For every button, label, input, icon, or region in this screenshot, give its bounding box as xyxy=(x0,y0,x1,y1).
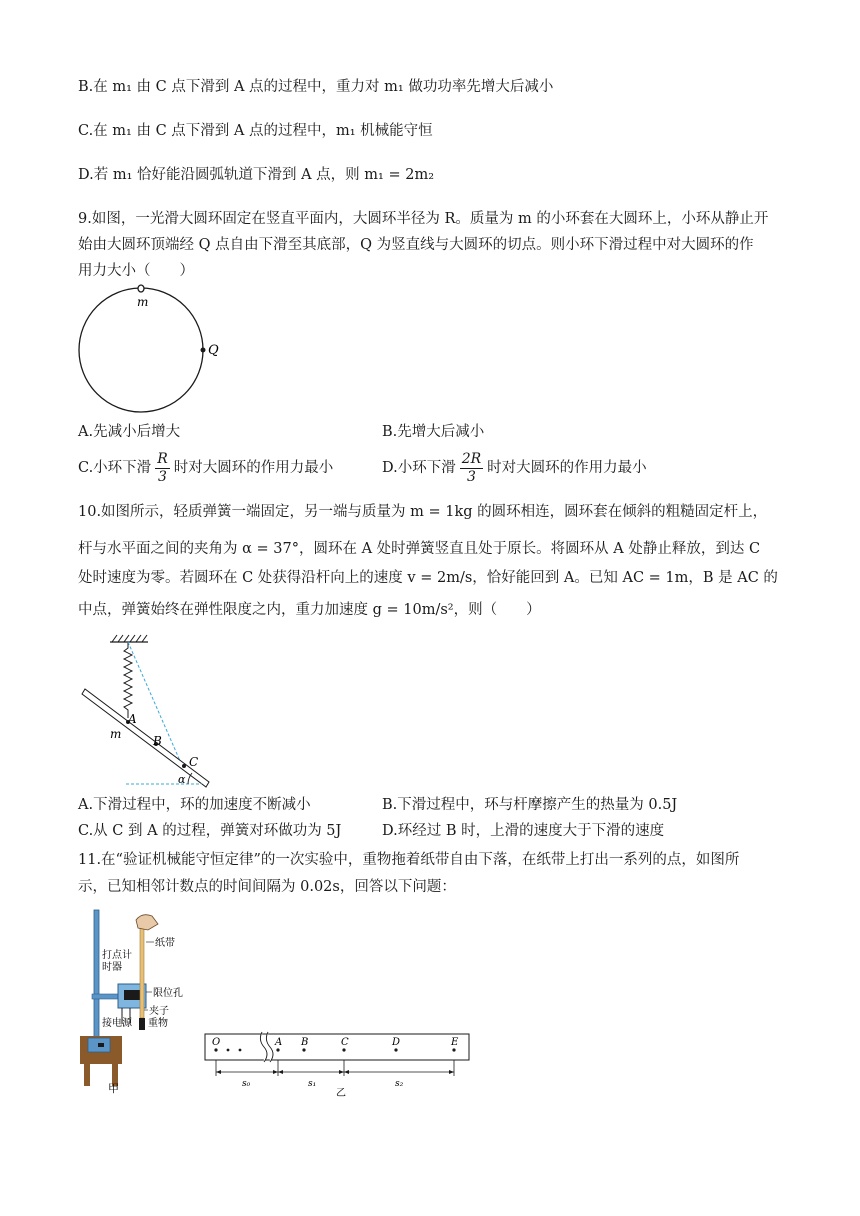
q9-option-d: D.小环下滑 $\frac{2R}{3}$ 时对大圆环的作用力最小 xyxy=(382,450,647,485)
spring xyxy=(124,642,132,718)
q9-option-a: A.先减小后增大 xyxy=(78,424,181,440)
q11-apparatus-figure xyxy=(78,906,198,1096)
q9-stem-line2: 始由大圆环顶端经 Q 点自由下滑至其底部，Q 为竖直线与大圆环的切点。则小环下滑过程中对大圆环的作 xyxy=(78,237,754,253)
label-a: A xyxy=(275,1037,283,1048)
label-e: E xyxy=(451,1037,459,1048)
q9-option-c: C.小环下滑 $\frac{R}{3}$ 时对大圆环的作用力最小 xyxy=(78,450,334,485)
dot-o xyxy=(214,1048,217,1051)
q10-option-c: C.从 C 到 A 的过程，弹簧对环做功为 5J xyxy=(78,823,342,839)
timer-coil xyxy=(124,990,140,1000)
label-weight: 重物 xyxy=(148,1018,168,1029)
clamp-arm xyxy=(92,994,120,999)
inclined-rod xyxy=(82,689,209,787)
label-b: B xyxy=(153,734,162,748)
q10-stem-line1: 10.如图所示，轻质弹簧一端固定，另一端与质量为 m = 1kg 的圆环相连，圆环套在倾斜的粗糙固定杆上， xyxy=(78,504,768,520)
q8-option-c: C.在 m₁ 由 C 点下滑到 A 点的过程中，m₁ 机械能守恒 xyxy=(78,123,433,139)
dot-c xyxy=(342,1048,345,1051)
q10-stem-line4: 中点，弹簧始终在弹性限度之内，重力加速度 g = 10m/s²，则（ ） xyxy=(78,602,541,618)
q11-stem-line1: 11.在“验证机械能守恒定律”的一次实验中，重物拖着纸带自由下落，在纸带上打出一系列的点，如图所 xyxy=(78,852,740,868)
q9-option-b: B.先增大后减小 xyxy=(382,424,485,440)
q10-spring-rod-figure xyxy=(76,632,216,792)
label-s2: s₂ xyxy=(395,1079,404,1089)
q9-stem-line3: 用力大小（ ） xyxy=(78,263,194,279)
q8-option-b: B.在 m₁ 由 C 点下滑到 A 点的过程中，重力对 m₁ 做功功率先增大后减小 xyxy=(78,79,554,95)
label-c: C xyxy=(189,755,199,769)
label-limit-hole: 限位孔 xyxy=(153,988,183,999)
dot-e xyxy=(452,1048,455,1051)
label-jia: 甲 xyxy=(108,1082,119,1095)
q11-tape-figure xyxy=(202,1028,474,1098)
q11-stem-line2: 示，已知相邻计数点的时间间隔为 0.02s，回答以下问题： xyxy=(78,879,456,895)
q10-option-d: D.环经过 B 时，上滑的速度大于下滑的速度 xyxy=(382,823,665,839)
hand xyxy=(136,915,158,930)
table-leg-left xyxy=(84,1064,90,1086)
label-b: B xyxy=(301,1037,309,1048)
label-s0: s₀ xyxy=(242,1079,251,1089)
q10-option-a: A.下滑过程中，环的加速度不断减小 xyxy=(78,797,311,813)
point-c xyxy=(182,764,186,768)
q10-stem-line2: 杆与水平面之间的夹角为 α = 37°，圆环在 A 处时弹簧竖直且处于原长。将圆环从 A 处静止释放，到达 C xyxy=(78,541,761,557)
q8-option-d: D.若 m₁ 恰好能沿圆弧轨道下滑到 A 点，则 m₁ = 2m₂ xyxy=(78,167,435,183)
label-timer-l1: 打点计 xyxy=(102,950,132,961)
dot-d xyxy=(394,1048,397,1051)
label-yi: 乙 xyxy=(336,1088,346,1098)
label-alpha: α xyxy=(178,773,186,786)
label-m: m xyxy=(110,727,122,741)
stand-pole xyxy=(94,910,99,1054)
label-c: C xyxy=(341,1037,349,1048)
label-o: O xyxy=(212,1037,221,1048)
q10-option-b: B.下滑过程中，环与杆摩擦产生的热量为 0.5J xyxy=(382,797,678,813)
label-m: m xyxy=(137,295,149,309)
label-clip: 夹子 xyxy=(149,1006,169,1017)
dashed-spring-to-c xyxy=(128,642,184,770)
label-a: A xyxy=(128,712,137,726)
small-ring xyxy=(138,285,144,292)
tape-strip xyxy=(205,1034,469,1060)
label-paper-tape: 纸带 xyxy=(155,938,175,949)
ceiling-hatch xyxy=(112,635,147,642)
label-power: 接电源 xyxy=(102,1018,132,1029)
q9-stem-line1: 9.如图，一光滑大圆环固定在竖直平面内，大圆环半径为 R。质量为 m 的小环套在大圆环上，小环从静止开 xyxy=(78,211,769,227)
label-d: D xyxy=(392,1037,401,1048)
label-timer-l2: 时器 xyxy=(102,962,122,973)
base-weight xyxy=(98,1043,104,1047)
label-q: Q xyxy=(208,343,219,358)
q10-stem-line3: 处时速度为零。若圆环在 C 处获得沿杆向上的速度 v = 2m/s，恰好能回到 A。已知 AC = 1m，B 是 AC 的 xyxy=(78,570,778,586)
dot-a xyxy=(276,1048,279,1051)
paper-tape xyxy=(140,928,144,1018)
q9-ring-figure xyxy=(76,284,236,418)
weight xyxy=(139,1018,145,1030)
dot-b xyxy=(302,1048,305,1051)
label-s1: s₁ xyxy=(308,1079,317,1089)
point-q xyxy=(201,348,206,353)
